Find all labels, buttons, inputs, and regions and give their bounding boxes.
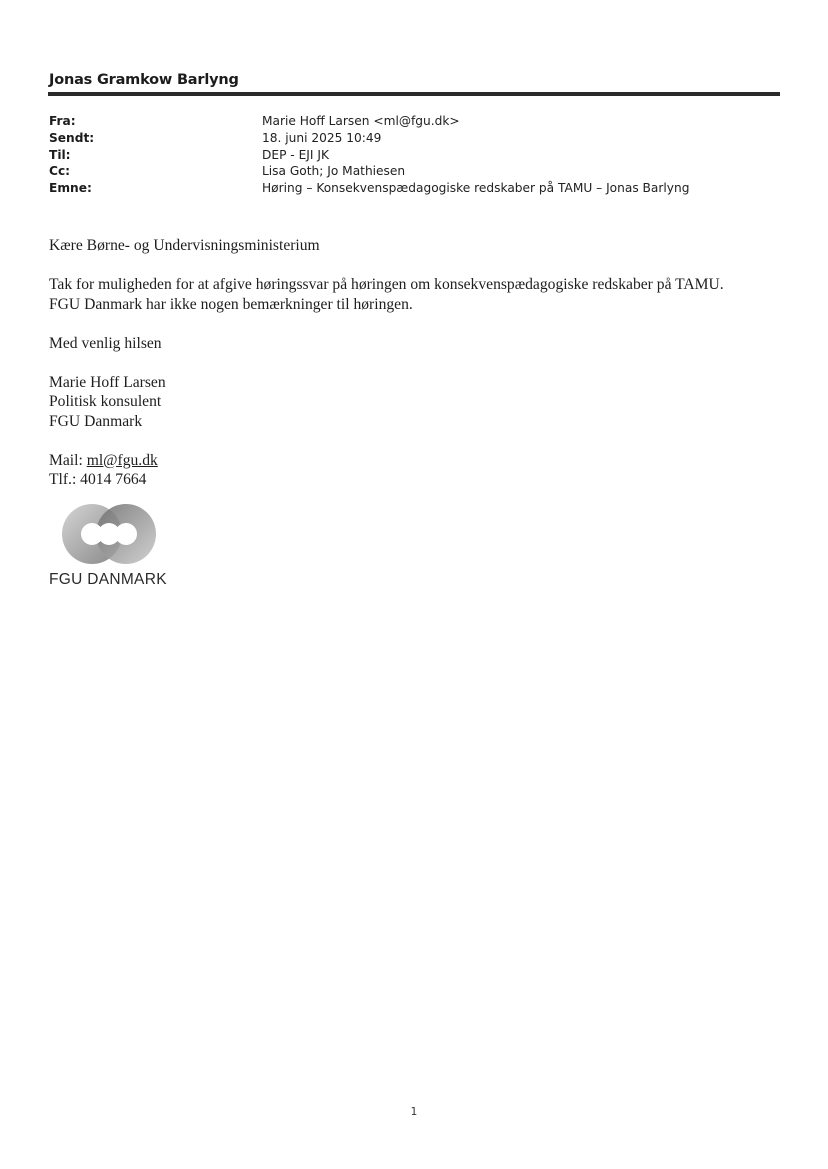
- from-value: Marie Hoff Larsen <ml@fgu.dk>: [262, 114, 460, 128]
- cc-value: Lisa Goth; Jo Mathiesen: [262, 164, 406, 179]
- signature-phone: Tlf.: 4014 7664: [49, 471, 147, 488]
- header-divider: [48, 92, 780, 96]
- mail-label: Mail:: [49, 451, 87, 469]
- signature-name: Marie Hoff Larsen: [49, 373, 166, 391]
- subject-label: Emne:: [49, 181, 92, 196]
- email-headers: [49, 114, 789, 198]
- to-value: DEP - EJI JK: [262, 147, 329, 162]
- fgu-logo-icon: [56, 502, 164, 566]
- header-row-sent: [49, 131, 789, 148]
- from-label: Fra:: [49, 114, 76, 128]
- body-line-1: Tak for muligheden for at afgive høringssvar på høringen om konsekvenspædagogiske redskaber på TAMU.: [49, 276, 724, 293]
- header-row-cc: [49, 164, 789, 181]
- signature-organization: FGU Danmark: [49, 412, 143, 430]
- email-body: [49, 236, 794, 490]
- header-row-from: [49, 114, 789, 131]
- header-row-to: [49, 148, 789, 165]
- logo-wordmark: FGU DANMARK: [49, 571, 167, 588]
- page-number: 1: [410, 1106, 418, 1118]
- mailbox-owner-name: Jonas Gramkow Barlyng: [49, 72, 239, 88]
- header-row-subject: [49, 181, 789, 198]
- cc-label: Cc:: [49, 164, 71, 179]
- body-line-2: FGU Danmark har ikke nogen bemærkninger til høringen.: [49, 295, 413, 313]
- signature-mail: [49, 451, 794, 471]
- to-label: Til:: [49, 147, 71, 162]
- sent-value: 18. juni 2025 10:49: [262, 130, 382, 145]
- signature-title: Politisk konsulent: [49, 393, 162, 410]
- closing: Med venlig hilsen: [49, 334, 162, 352]
- mail-link[interactable]: ml@fgu.dk: [86, 451, 158, 469]
- sent-label: Sendt:: [49, 130, 95, 145]
- subject-value: Høring – Konsekvenspædagogiske redskaber på TAMU – Jonas Barlyng: [262, 181, 690, 196]
- greeting: Kære Børne- og Undervisningsministerium: [49, 237, 320, 254]
